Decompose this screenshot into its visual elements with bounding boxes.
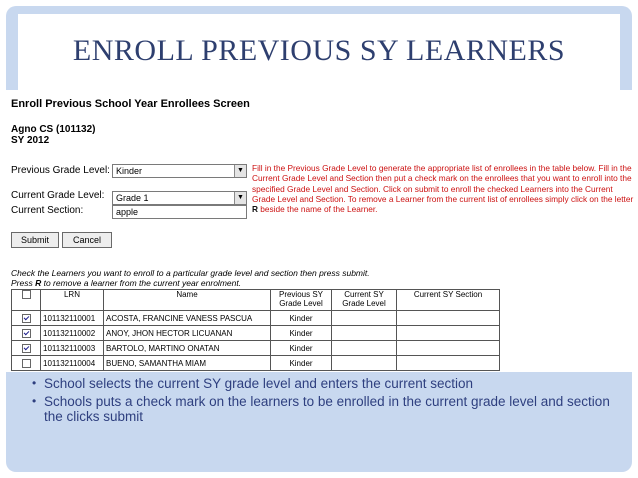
header-current-section: Current SY Section <box>397 290 500 311</box>
table-row[interactable] <box>12 341 500 356</box>
table-instructions <box>11 268 370 288</box>
row-current-section <box>397 356 500 371</box>
row-checkbox[interactable] <box>22 314 31 323</box>
row-current-section <box>397 341 500 356</box>
row-lrn: 101132110003 <box>41 341 104 356</box>
row-select-cell <box>12 341 41 356</box>
school-info <box>11 124 95 146</box>
instruction-press: Press <box>11 278 36 288</box>
bullet-dot: • <box>32 376 37 390</box>
row-previous-grade: Kinder <box>271 326 332 341</box>
row-select-cell <box>12 311 41 326</box>
bullet-dot: • <box>32 394 37 408</box>
current-grade-value: Grade 1 <box>116 193 149 203</box>
school-year: SY 2012 <box>11 135 50 146</box>
enroll-screen-screenshot <box>0 90 638 372</box>
instruction-line-2 <box>11 278 370 288</box>
header-current-grade: Current SY Grade Level <box>332 290 397 311</box>
header-name: Name <box>104 290 271 311</box>
row-lrn: 101132110004 <box>41 356 104 371</box>
slide-bullets <box>0 372 638 442</box>
row-previous-grade: Kinder <box>271 311 332 326</box>
school-name: Agno CS (101132) <box>11 124 96 135</box>
row-previous-grade: Kinder <box>271 356 332 371</box>
bullet-item <box>32 394 614 424</box>
row-name: ANOY, JHON HECTOR LICUANAN <box>104 326 271 341</box>
help-text-end: beside the name of the Learner. <box>258 204 378 215</box>
slide-title: ENROLL PREVIOUS SY LEARNERS <box>72 34 566 67</box>
row-select-cell <box>12 356 41 371</box>
dropdown-arrow-icon[interactable]: ▼ <box>234 192 246 204</box>
instruction-rest: to remove a learner from the current year enrolment. <box>41 278 242 288</box>
current-section-input[interactable]: apple <box>112 205 247 219</box>
select-all-header <box>12 290 41 311</box>
current-grade-select[interactable] <box>112 191 247 205</box>
current-grade-label: Current Grade Level: <box>11 190 105 201</box>
row-checkbox[interactable] <box>22 359 31 368</box>
enrollees-table <box>11 289 500 371</box>
submit-button[interactable]: Submit <box>11 232 59 248</box>
screen-title: Enroll Previous School Year Enrollees Screen <box>11 98 250 110</box>
instruction-line-1: Check the Learners you want to enroll to a particular grade level and section then press submit. <box>11 268 370 278</box>
row-name: BARTOLO, MARTINO ONATAN <box>104 341 271 356</box>
row-current-grade <box>332 356 397 371</box>
row-lrn: 101132110002 <box>41 326 104 341</box>
previous-grade-select[interactable] <box>112 164 247 178</box>
select-all-checkbox[interactable] <box>22 290 31 299</box>
row-previous-grade: Kinder <box>271 341 332 356</box>
bullet-text: Schools puts a check mark on the learners to be enrolled in the current grade level and section the clicks submit <box>44 394 610 424</box>
table-row[interactable] <box>12 356 500 371</box>
table-row[interactable] <box>12 311 500 326</box>
cancel-button[interactable]: Cancel <box>62 232 112 248</box>
help-text-key: R <box>252 204 258 215</box>
table-header-row <box>12 290 500 311</box>
header-previous-grade: Previous SY Grade Level <box>271 290 332 311</box>
help-text <box>252 163 637 214</box>
bullet-text: School selects the current SY grade level and enters the current section <box>44 376 473 391</box>
row-current-grade <box>332 341 397 356</box>
row-current-section <box>397 326 500 341</box>
dropdown-arrow-icon[interactable]: ▼ <box>234 165 246 177</box>
instruction-key: R <box>35 278 42 288</box>
row-checkbox[interactable] <box>22 344 31 353</box>
row-current-grade <box>332 326 397 341</box>
table-row[interactable] <box>12 326 500 341</box>
row-select-cell <box>12 326 41 341</box>
row-current-section <box>397 311 500 326</box>
header-lrn: LRN <box>41 290 104 311</box>
row-name: BUENO, SAMANTHA MIAM <box>104 356 271 371</box>
row-current-grade <box>332 311 397 326</box>
current-section-label: Current Section: <box>11 205 84 216</box>
row-checkbox[interactable] <box>22 329 31 338</box>
previous-grade-label: Previous Grade Level: <box>11 165 110 176</box>
bullet-item <box>32 376 614 391</box>
previous-grade-value: Kinder <box>116 166 143 176</box>
row-name: ACOSTA, FRANCINE VANESS PASCUA <box>104 311 271 326</box>
row-lrn: 101132110001 <box>41 311 104 326</box>
help-text-main: Fill in the Previous Grade Level to generate the appropriate list of enrollees in the table below. Fill in the Current Grade Level and Section then put a check mark on the enrollees that you want to enroll into the specified Grade Level and Section. Click on submit to enroll the checked Learners into the Current Grade Level and Section. To remove a Learner from the current list of enrollees simply click on the letter <box>252 163 634 204</box>
